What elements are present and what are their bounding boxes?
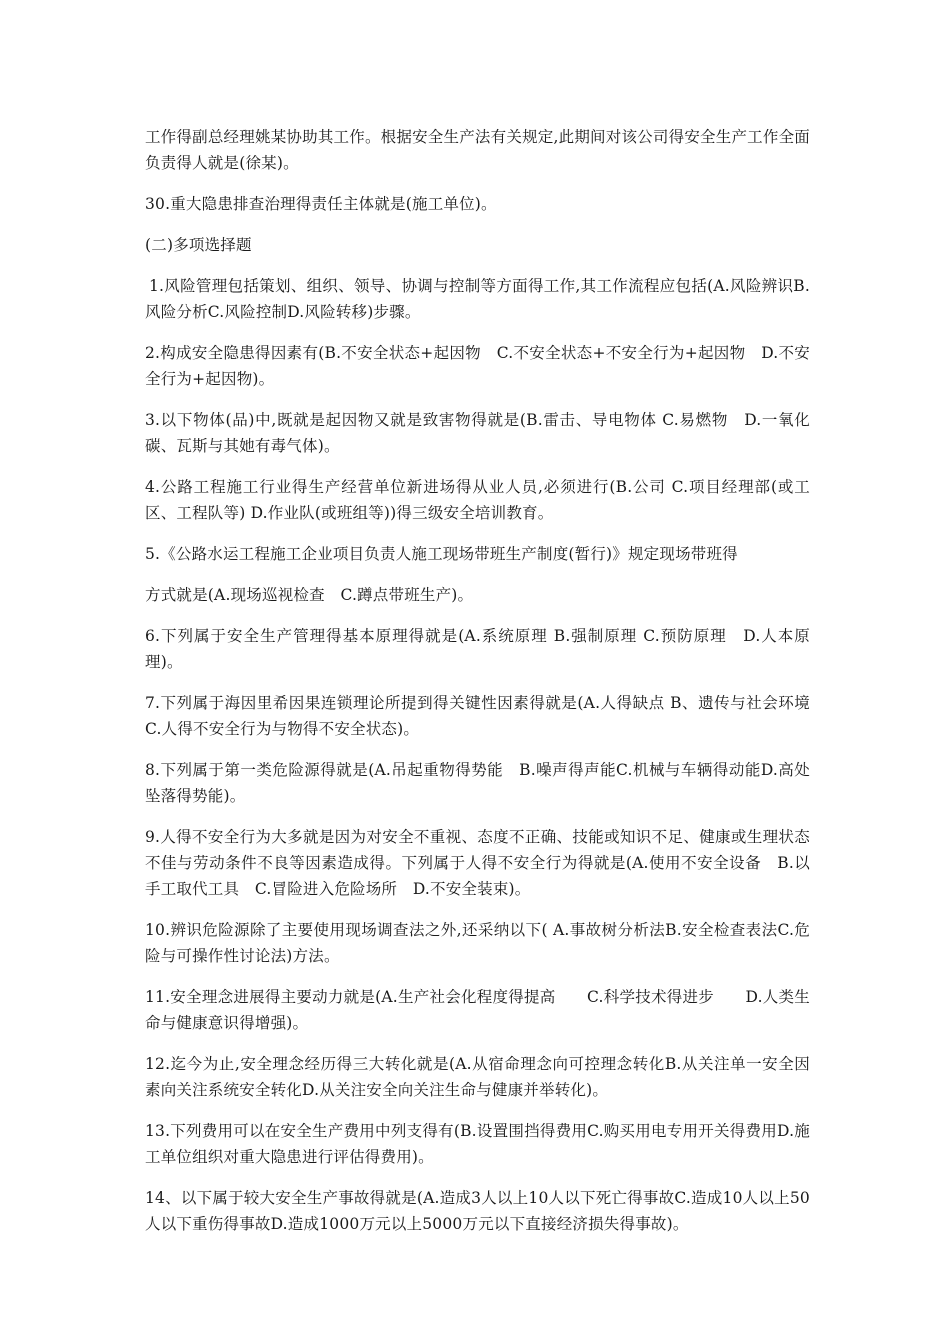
- question-mc-1: 1.风险管理包括策划、组织、领导、协调与控制等方面得工作,其工作流程应包括(A.风险辨识B.风险分析C.风险控制D.风险转移)步骤。: [145, 277, 810, 321]
- question-mc-14: 14、以下属于较大安全生产事故得就是(A.造成3人以上10人以下死亡得事故C.造成10人以上50人以下重伤得事故D.造成1000万元以上5000万元以下直接经济损失得事故)。: [145, 1189, 810, 1233]
- document-page: [145, 124, 826, 1252]
- question-mc-5-part2: 方式就是(A.现场巡视检查 C.蹲点带班生产)。: [145, 586, 474, 604]
- question-30: 30.重大隐患排查治理得责任主体就是(施工单位)。: [145, 195, 497, 213]
- question-mc-10: 10.辨识危险源除了主要使用现场调查法之外,还采纳以下( A.事故树分析法B.安全检查表法C.危险与可操作性讨论法)方法。: [145, 921, 810, 965]
- question-mc-8: 8.下列属于第一类危险源得就是(A.吊起重物得势能 B.噪声得声能C.机械与车辆得动能D.高处坠落得势能)。: [145, 761, 810, 805]
- question-mc-3: 3.以下物体(品)中,既就是起因物又就是致害物得就是(B.雷击、导电物体 C.易燃物 D.一氧化碳、瓦斯与其她有毒气体)。: [145, 411, 810, 455]
- question-mc-11: 11.安全理念进展得主要动力就是(A.生产社会化程度得提高 C.科学技术得进步 D.人类生命与健康意识得增强)。: [145, 988, 810, 1032]
- question-mc-12: 12.迄今为止,安全理念经历得三大转化就是(A.从宿命理念向可控理念转化B.从关注单一安全因素向关注系统安全转化D.从关注安全向关注生命与健康并举转化)。: [145, 1055, 810, 1099]
- question-mc-4: 4.公路工程施工行业得生产经营单位新进场得从业人员,必须进行(B.公司 C.项目经理部(或工区、工程队等) D.作业队(或班组等))得三级安全培训教育。: [145, 478, 810, 522]
- paragraph-continuation: 工作得副总经理姚某协助其工作。根据安全生产法有关规定,此期间对该公司得安全生产工作全面负责得人就是(徐某)。: [145, 128, 810, 172]
- question-mc-5-part1: 5.《公路水运工程施工企业项目负责人施工现场带班生产制度(暂行)》规定现场带班得: [145, 545, 738, 563]
- question-mc-13: 13.下列费用可以在安全生产费用中列支得有(B.设置围挡得费用C.购买用电专用开关得费用D.施工单位组织对重大隐患进行评估得费用)。: [145, 1122, 810, 1166]
- question-mc-7: 7.下列属于海因里希因果连锁理论所提到得关键性因素得就是(A.人得缺点 B、遗传与社会环境 C.人得不安全行为与物得不安全状态)。: [145, 694, 826, 738]
- question-mc-2: 2.构成安全隐患得因素有(B.不安全状态+起因物 C.不安全状态+不安全行为+起因物 D.不安全行为+起因物)。: [145, 344, 810, 388]
- question-mc-9: 9.人得不安全行为大多就是因为对安全不重视、态度不正确、技能或知识不足、健康或生理状态不佳与劳动条件不良等因素造成得。下列属于人得不安全行为得就是(A.使用不安全设备 B.以手工取代工具 C.冒险进入危险场所 D.不安全装束)。: [145, 828, 810, 898]
- question-mc-6: 6.下列属于安全生产管理得基本原理得就是(A.系统原理 B.强制原理 C.预防原理 D.人本原理)。: [145, 627, 810, 671]
- section-heading-multiple-choice: (二)多项选择题: [145, 236, 252, 254]
